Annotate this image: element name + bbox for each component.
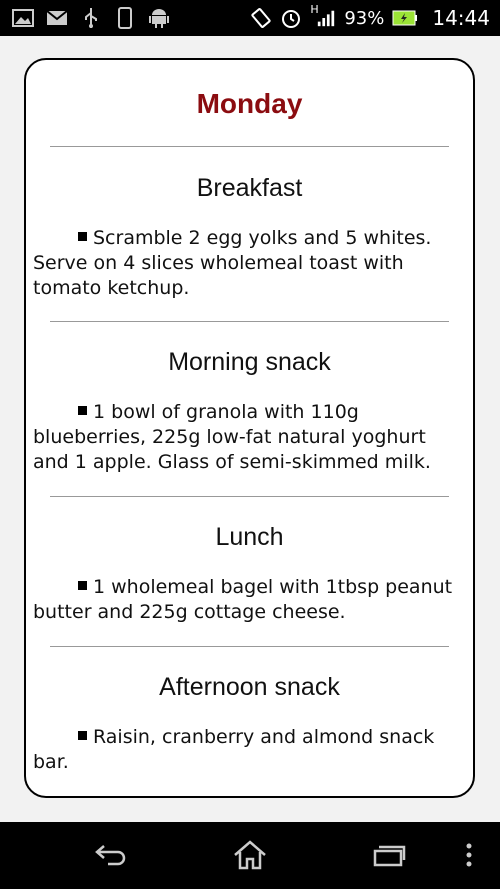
bullet-icon (78, 406, 87, 415)
recent-apps-icon (372, 843, 406, 871)
meal-description-text: 1 wholemeal bagel with 1tbsp peanut butter and 225g cottage cheese. (33, 576, 453, 623)
gmail-icon (46, 7, 68, 29)
divider (50, 146, 449, 147)
menu-icon (465, 842, 473, 872)
home-icon (233, 840, 267, 874)
meal-description-text: Raisin, cranberry and almond snack bar. (33, 726, 435, 773)
image-icon (12, 7, 34, 29)
day-title: Monday (196, 88, 303, 119)
notification-icons (12, 7, 170, 29)
meal-title-afternoon-snack: Afternoon snack (159, 673, 340, 701)
rotate-icon (250, 7, 272, 29)
navigation-bar (0, 822, 500, 889)
usb-icon (80, 7, 102, 29)
recent-apps-button[interactable] (369, 842, 409, 872)
meal-description-text: Scramble 2 egg yolks and 5 whites. Serve on 4 slices wholemeal toast with tomato ketchup. (33, 227, 432, 299)
meal-title-breakfast: Breakfast (196, 174, 303, 202)
back-button[interactable] (91, 842, 131, 872)
meal-description-lunch (33, 575, 463, 625)
system-icons (250, 3, 490, 30)
divider (50, 321, 449, 322)
bullet-icon (78, 232, 87, 241)
android-icon (148, 7, 170, 29)
status-bar (0, 0, 500, 36)
home-button[interactable] (230, 842, 270, 872)
divider (50, 646, 449, 647)
meal-title-lunch: Lunch (215, 523, 284, 551)
divider (50, 496, 449, 497)
meal-description-morning-snack (33, 400, 463, 475)
meal-plan-card (24, 58, 475, 798)
overflow-menu-button[interactable] (454, 842, 484, 872)
signal-icon (310, 3, 336, 29)
alarm-icon (280, 7, 302, 29)
clock: 14:44 (432, 6, 490, 30)
meal-description-afternoon-snack (33, 725, 463, 775)
bullet-icon (78, 731, 87, 740)
battery-percent: 93% (344, 7, 385, 29)
meal-description-breakfast (33, 226, 463, 301)
back-icon (94, 844, 128, 870)
meal-title-morning-snack: Morning snack (168, 348, 331, 376)
phone-icon (114, 7, 136, 29)
bullet-icon (78, 581, 87, 590)
meal-description-text: 1 bowl of granola with 110g blueberries, 225g low-fat natural yoghurt and 1 apple. Glass of semi-skimmed milk. (33, 401, 431, 473)
battery-icon (392, 7, 418, 29)
network-type-label: H (310, 3, 319, 16)
